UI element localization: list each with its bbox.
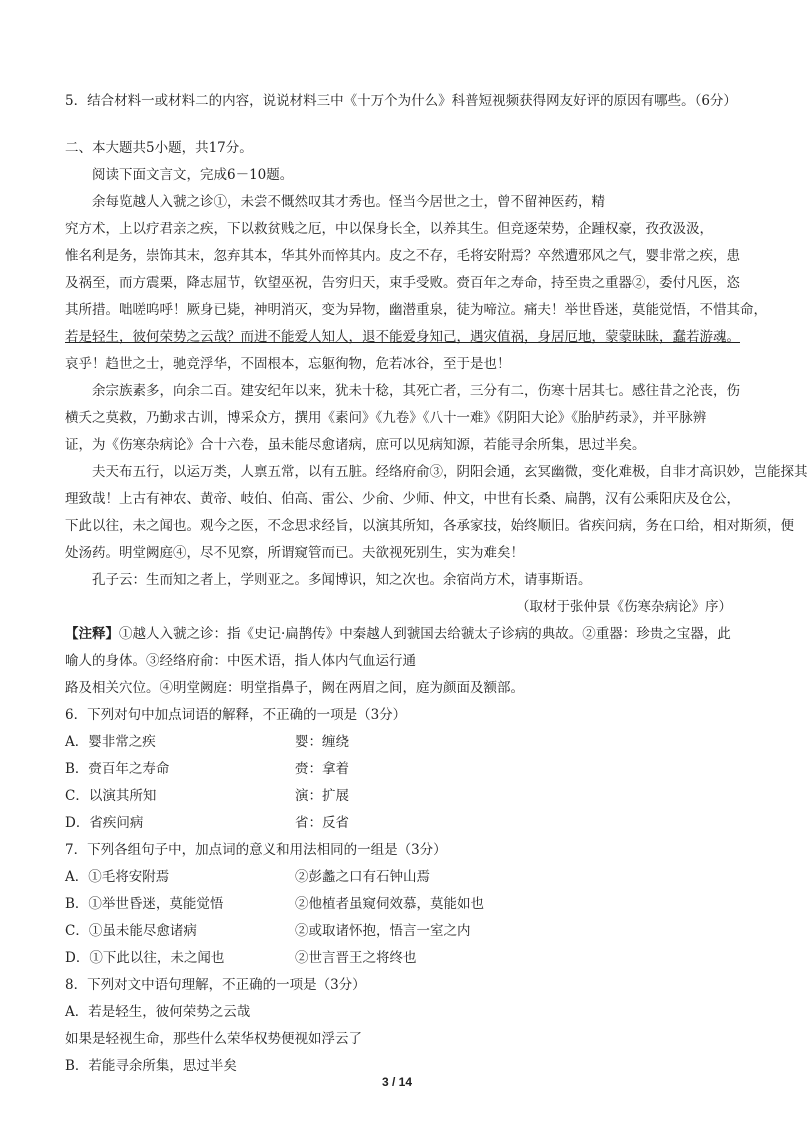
note-tag: 【注释】 bbox=[65, 626, 119, 642]
option-compare: ②世言晋王之将终也 bbox=[295, 950, 417, 966]
passage-line: 夫天布五行，以运万类，人禀五常，以有五脏。经络府俞③，阴阳会通，玄冥幽微，变化难极，自非才高识妙，岂能探其 bbox=[92, 464, 808, 480]
question-6-option bbox=[65, 783, 732, 810]
passage bbox=[65, 189, 808, 594]
source-citation: （取材于张仲景《伤寒杂病论》序） bbox=[516, 599, 732, 615]
notes bbox=[65, 621, 732, 648]
question-8-line: B．若能寻余所集，思过半矣 bbox=[65, 1058, 237, 1074]
passage-line: 及祸至，而方震栗，降志屈节，钦望巫祝，告穷归天，束手受败。赍百年之寿命，持至贵之重器②，委付凡医，恣 bbox=[65, 275, 740, 291]
passage-line: 余宗族素多，向余二百。建安纪年以来，犹未十稔，其死亡者，三分有二，伤寒十居其七。感往昔之沦丧，伤 bbox=[92, 383, 740, 399]
question-6-stem: 6．下列对句中加点词语的解释，不正确的一项是（3分） bbox=[65, 707, 407, 723]
question-6-option bbox=[65, 810, 732, 837]
passage-line: 孔子云：生而知之者上，学则亚之。多闻博识，知之次也。余宿尚方术，请事斯语。 bbox=[92, 572, 592, 588]
option-compare: ②彭蠡之口有石钟山焉 bbox=[295, 869, 430, 885]
option-text: B．①举世昏迷，莫能觉悟 bbox=[65, 896, 224, 912]
note-line: 喻人的身体。③经络府俞：中医术语，指人体内气血运行通 bbox=[65, 653, 416, 669]
passage-line: 究方术，上以疗君亲之疾，下以救贫贱之厄，中以保身长全，以养其生。但竞逐荣势，企踵权豪，孜孜汲汲， bbox=[65, 221, 713, 237]
option-compare: ②他植者虽窥伺效慕，莫能如也 bbox=[295, 896, 484, 912]
option-compare: ②或取诸怀抱，悟言一室之内 bbox=[295, 923, 471, 939]
option-text: D．①下此以往，未之闻也 bbox=[65, 950, 225, 966]
page-number: 3 / 14 bbox=[381, 1075, 413, 1089]
option-text: D．省疾问病 bbox=[65, 815, 144, 831]
passage-line: 若是轻生，彼何荣势之云哉？而进不能爱人知人，退不能爱身知己，遇灾值祸，身居厄地，蒙蒙昧昧，蠢若游魂。 bbox=[65, 329, 740, 345]
option-text: B．赍百年之寿命 bbox=[65, 761, 170, 777]
option-text: A．①毛将安附焉 bbox=[65, 869, 170, 885]
note-line: 路及相关穴位。④明堂阙庭：明堂指鼻子，阙在两眉之间，庭为颜面及额部。 bbox=[65, 680, 524, 696]
option-text: C．①虽未能尽愈诸病 bbox=[65, 923, 197, 939]
question-8-line: A．若是轻生，彼何荣势之云哉 bbox=[65, 1004, 251, 1020]
option-gloss: 省：反省 bbox=[295, 815, 349, 831]
passage-line: 下此以往，未之闻也。观今之医，不念思求经旨，以演其所知，各承家技，始终顺旧。省疾问病，务在口给，相对斯须，便 bbox=[65, 518, 794, 534]
question-7-option bbox=[65, 891, 732, 918]
question-7-option bbox=[65, 864, 732, 891]
question-5: 5．结合材料一或材料二的内容，说说材料三中《十万个为什么》科普短视频获得网友好评的原因有哪些。（6分） bbox=[65, 93, 737, 109]
question-8-stem: 8．下列对文中语句理解，不正确的一项是（3分） bbox=[65, 977, 366, 993]
option-gloss: 赍：拿着 bbox=[295, 761, 349, 777]
section-title: 二、本大题共5小题，共17分。 bbox=[65, 140, 253, 156]
passage-line: 余每览越人入虢之诊①，未尝不慨然叹其才秀也。怪当今居世之士，曾不留神医药，精 bbox=[92, 194, 605, 210]
question-6-option bbox=[65, 729, 732, 756]
instruction: 阅读下面文言文，完成6－10题。 bbox=[92, 167, 294, 183]
passage-line: 哀乎！趋世之士，驰竞浮华，不固根本，忘躯徇物，危若冰谷，至于是也！ bbox=[65, 356, 511, 372]
question-6-option bbox=[65, 756, 732, 783]
note-line: ①越人入虢之诊：指《史记·扁鹊传》中秦越人到虢国去给虢太子诊病的典故。②重器：珍贵之宝器，此 bbox=[119, 626, 731, 642]
passage-line: 处汤药。明堂阙庭④，尽不见察，所谓窥管而已。夫欲视死别生，实为难矣！ bbox=[65, 545, 524, 561]
passage-line: 惟名利是务，崇饰其末，忽弃其本，华其外而悴其内。皮之不存，毛将安附焉？卒然遭邪风之气，婴非常之疾，患 bbox=[65, 248, 740, 264]
question-7-option bbox=[65, 945, 732, 972]
question-7-option bbox=[65, 918, 732, 945]
option-gloss: 婴：缠绕 bbox=[295, 734, 349, 750]
passage-line: 横夭之莫救，乃勤求古训，博采众方，撰用《素问》《九卷》《八十一难》《阴阳大论》《胎胪药录》，并平脉辨 bbox=[65, 410, 707, 426]
passage-line: 其所措。咄嗟呜呼！厥身已毙，神明消灭，变为异物，幽潜重泉，徒为啼泣。痛夫！举世昏迷，莫能觉悟，不惜其命， bbox=[65, 302, 767, 318]
question-8-line: 如果是轻视生命，那些什么荣华权势便视如浮云了 bbox=[65, 1031, 362, 1047]
option-text: C．以演其所知 bbox=[65, 788, 157, 804]
passage-line: 理致哉！上古有神农、黄帝、岐伯、伯高、雷公、少俞、少师、仲文，中世有长桑、扁鹊，汉有公乘阳庆及仓公， bbox=[65, 491, 740, 507]
option-text: A．婴非常之疾 bbox=[65, 734, 156, 750]
question-7-stem: 7．下列各组句子中，加点词的意义和用法相同的一组是（3分） bbox=[65, 842, 447, 858]
passage-line: 证，为《伤寒杂病论》合十六卷，虽未能尽愈诸病，庶可以见病知源，若能寻余所集，思过半矣。 bbox=[65, 437, 646, 453]
option-gloss: 演：扩展 bbox=[295, 788, 349, 804]
